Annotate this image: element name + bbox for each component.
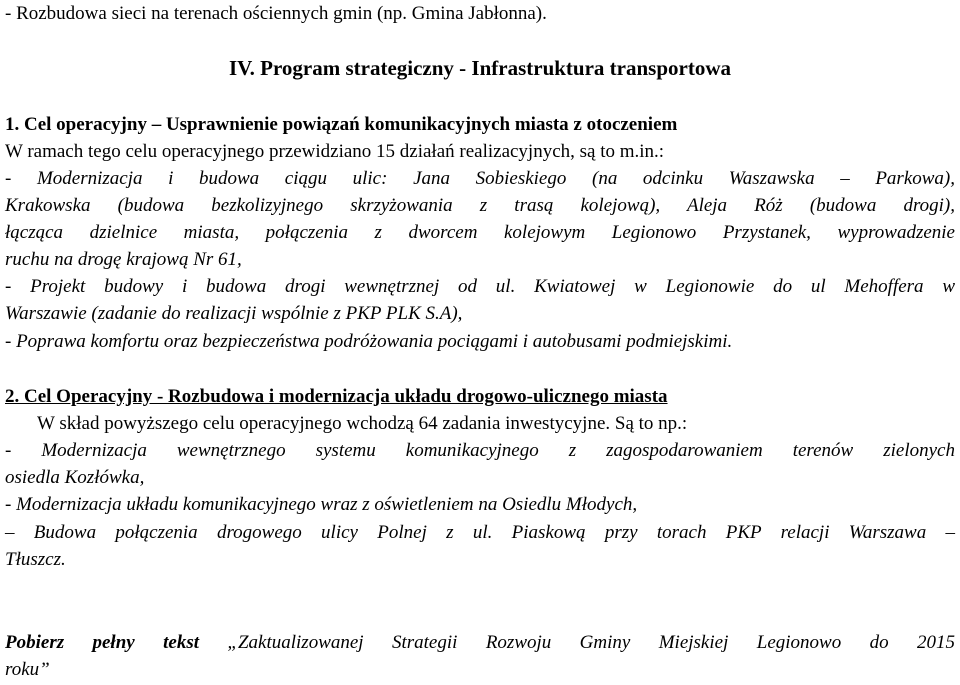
- goal2-intro: W skład powyższego celu operacyjnego wchodzą 64 zadania inwestycyjne. Są to np.:: [37, 413, 688, 434]
- goal1-line: łącząca dzielnice miasta, połączenia z dworcem kolejowym Legionowo Przystanek, wyprowadzenie: [5, 222, 955, 243]
- goal2-line: – Budowa połączenia drogowego ulicy Polnej z ul. Piaskową przy torach PKP relacji Warszawa –: [5, 522, 955, 543]
- goal1-line: - Poprawa komfortu oraz bezpieczeństwa podróżowania pociągami i autobusami podmiejskimi.: [5, 331, 733, 352]
- download-title: „Zaktualizowanej Strategii Rozwoju Gminy Miejskiej Legionowo do 2015: [199, 632, 955, 653]
- goal1-line: - Projekt budowy i budowa drogi wewnętrznej od ul. Kwiatowej w Legionowie do ul Mehoffera w: [5, 276, 955, 297]
- goal1-line: Krakowska (budowa bezkolizyjnego skrzyżowania z trasą kolejową), Aleja Róż (budowa drogi),: [5, 195, 955, 216]
- goal2-line: - Modernizacja wewnętrznego systemu komunikacyjnego z zagospodarowaniem terenów zielonych: [5, 440, 955, 461]
- goal2-line: osiedla Kozłówka,: [5, 467, 145, 488]
- goal1-line: - Modernizacja i budowa ciągu ulic: Jana Sobieskiego (na odcinku Waszawska – Parkowa),: [5, 168, 955, 189]
- goal1-line: Warszawie (zadanie do realizacji wspólnie z PKP PLK S.A),: [5, 303, 463, 324]
- goal1-intro: W ramach tego celu operacyjnego przewidziano 15 działań realizacyjnych, są to m.in.:: [5, 141, 665, 162]
- section-title: IV. Program strategiczny - Infrastruktura transportowa: [229, 56, 731, 80]
- download-link[interactable]: Pobierz pełny tekst: [5, 632, 199, 653]
- goal1-line: ruchu na drogę krajową Nr 61,: [5, 249, 242, 270]
- goal2-line: - Modernizacja układu komunikacyjnego wraz z oświetleniem na Osiedlu Młodych,: [5, 494, 638, 515]
- goal1-title: 1. Cel operacyjny – Usprawnienie powiązań komunikacyjnych miasta z otoczeniem: [5, 114, 678, 135]
- goal2-title: 2. Cel Operacyjny - Rozbudowa i modernizacja układu drogowo-ulicznego miasta: [5, 386, 668, 407]
- intro-line: - Rozbudowa sieci na terenach ościennych gmin (np. Gmina Jabłonna).: [5, 3, 547, 24]
- goal2-line: Tłuszcz.: [5, 549, 66, 570]
- download-line: [5, 631, 955, 655]
- download-title-end: roku”: [5, 659, 50, 680]
